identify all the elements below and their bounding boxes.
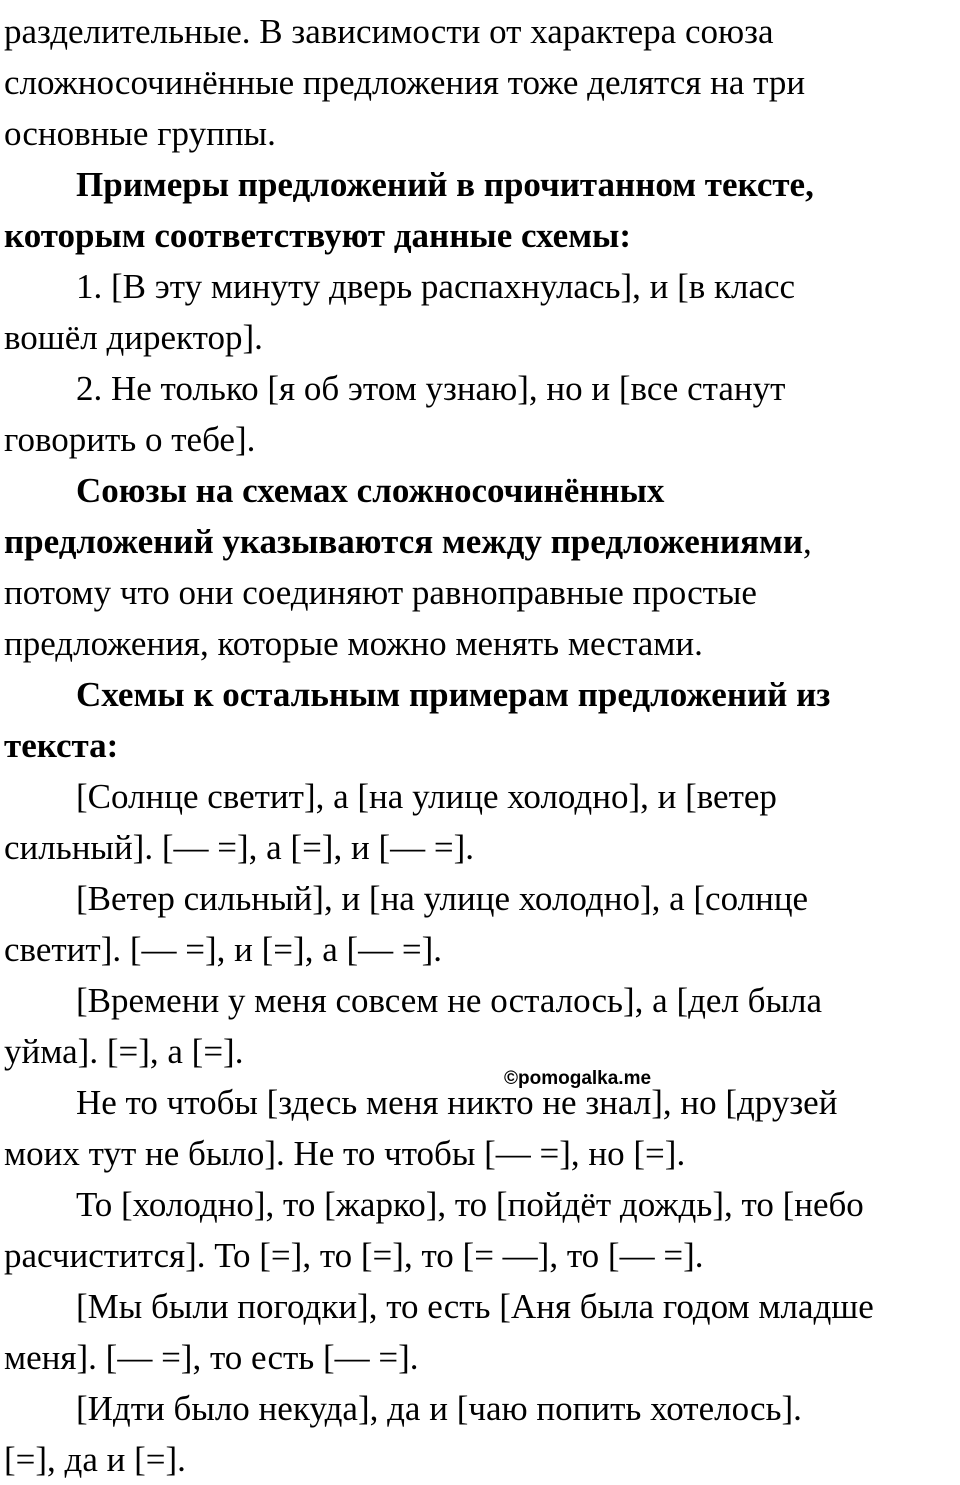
text-span: уйма]. [=], а [=].	[4, 1032, 244, 1071]
text-span: сложносочинённые предложения тоже делятся на три	[4, 63, 806, 102]
text-line	[4, 873, 956, 924]
text-span: [Времени у меня совсем не осталось], а [дел была	[76, 981, 822, 1020]
text-line	[4, 516, 956, 567]
text-span: ,	[803, 522, 812, 561]
text-line	[4, 1077, 956, 1128]
text-span: [Ветер сильный], и [на улице холодно], а [солнце	[76, 879, 809, 918]
text-span: сильный]. [— =], а [=], и [— =].	[4, 828, 474, 867]
text-line	[4, 822, 956, 873]
text-span: расчистится]. То [=], то [=], то [= —], то [— =].	[4, 1236, 704, 1275]
text-line	[4, 771, 956, 822]
text-line	[4, 1128, 956, 1179]
text-line	[4, 363, 956, 414]
bold-text: которым соответствуют данные схемы:	[4, 216, 632, 255]
text-span: меня]. [— =], то есть [— =].	[4, 1338, 419, 1377]
text-span: потому что они соединяют равноправные простые	[4, 573, 757, 612]
text-span: Не то чтобы [здесь меня никто не знал], но [друзей	[76, 1083, 838, 1122]
text-line	[4, 6, 956, 57]
text-span: светит]. [— =], и [=], а [— =].	[4, 930, 443, 969]
text-line	[4, 1230, 956, 1281]
text-span: моих тут не было]. Не то чтобы [— =], но [=].	[4, 1134, 686, 1173]
text-line	[4, 1026, 956, 1077]
watermark: ©pomogalka.me	[504, 1068, 652, 1089]
text-line	[4, 567, 956, 618]
text-line	[4, 57, 956, 108]
text-line	[4, 108, 956, 159]
bold-text: Схемы к остальным примерам предложений из	[76, 675, 831, 714]
text-line	[4, 1383, 956, 1434]
text-line	[4, 975, 956, 1026]
text-span: [Идти было некуда], да и [чаю попить хотелось].	[76, 1389, 802, 1428]
text-span: 2. Не только [я об этом узнаю], но и [все станут	[76, 369, 786, 408]
text-span: предложения, которые можно менять местами.	[4, 624, 703, 663]
text-line	[4, 1281, 956, 1332]
text-span: [=], да и [=].	[4, 1440, 186, 1479]
text-span: 1. [В эту минуту дверь распахнулась], и [в класс	[76, 267, 796, 306]
text-span: говорить о тебе].	[4, 420, 256, 459]
text-span: вошёл директор].	[4, 318, 263, 357]
bold-text: предложений указываются между предложениями	[4, 522, 804, 561]
text-line	[4, 1332, 956, 1383]
text-line	[4, 261, 956, 312]
text-line	[4, 1179, 956, 1230]
text-line	[4, 924, 956, 975]
text-span: разделительные. В зависимости от характера союза	[4, 12, 774, 51]
bold-text: Примеры предложений в прочитанном тексте,	[76, 165, 814, 204]
document-page	[4, 6, 956, 1485]
text-line	[4, 414, 956, 465]
text-line	[4, 669, 956, 720]
text-line	[4, 159, 956, 210]
bold-text: Союзы на схемах сложносочинённых	[76, 471, 665, 510]
text-line	[4, 618, 956, 669]
bold-text: текста:	[4, 726, 119, 765]
text-span: То [холодно], то [жарко], то [пойдёт дождь], то [небо	[76, 1185, 864, 1224]
text-line	[4, 312, 956, 363]
text-line	[4, 720, 956, 771]
text-line	[4, 1434, 956, 1485]
text-line	[4, 210, 956, 261]
text-span: [Солнце светит], а [на улице холодно], и [ветер	[76, 777, 777, 816]
text-span: [Мы были погодки], то есть [Аня была годом младше	[76, 1287, 874, 1326]
text-line	[4, 465, 956, 516]
text-span: основные группы.	[4, 114, 276, 153]
